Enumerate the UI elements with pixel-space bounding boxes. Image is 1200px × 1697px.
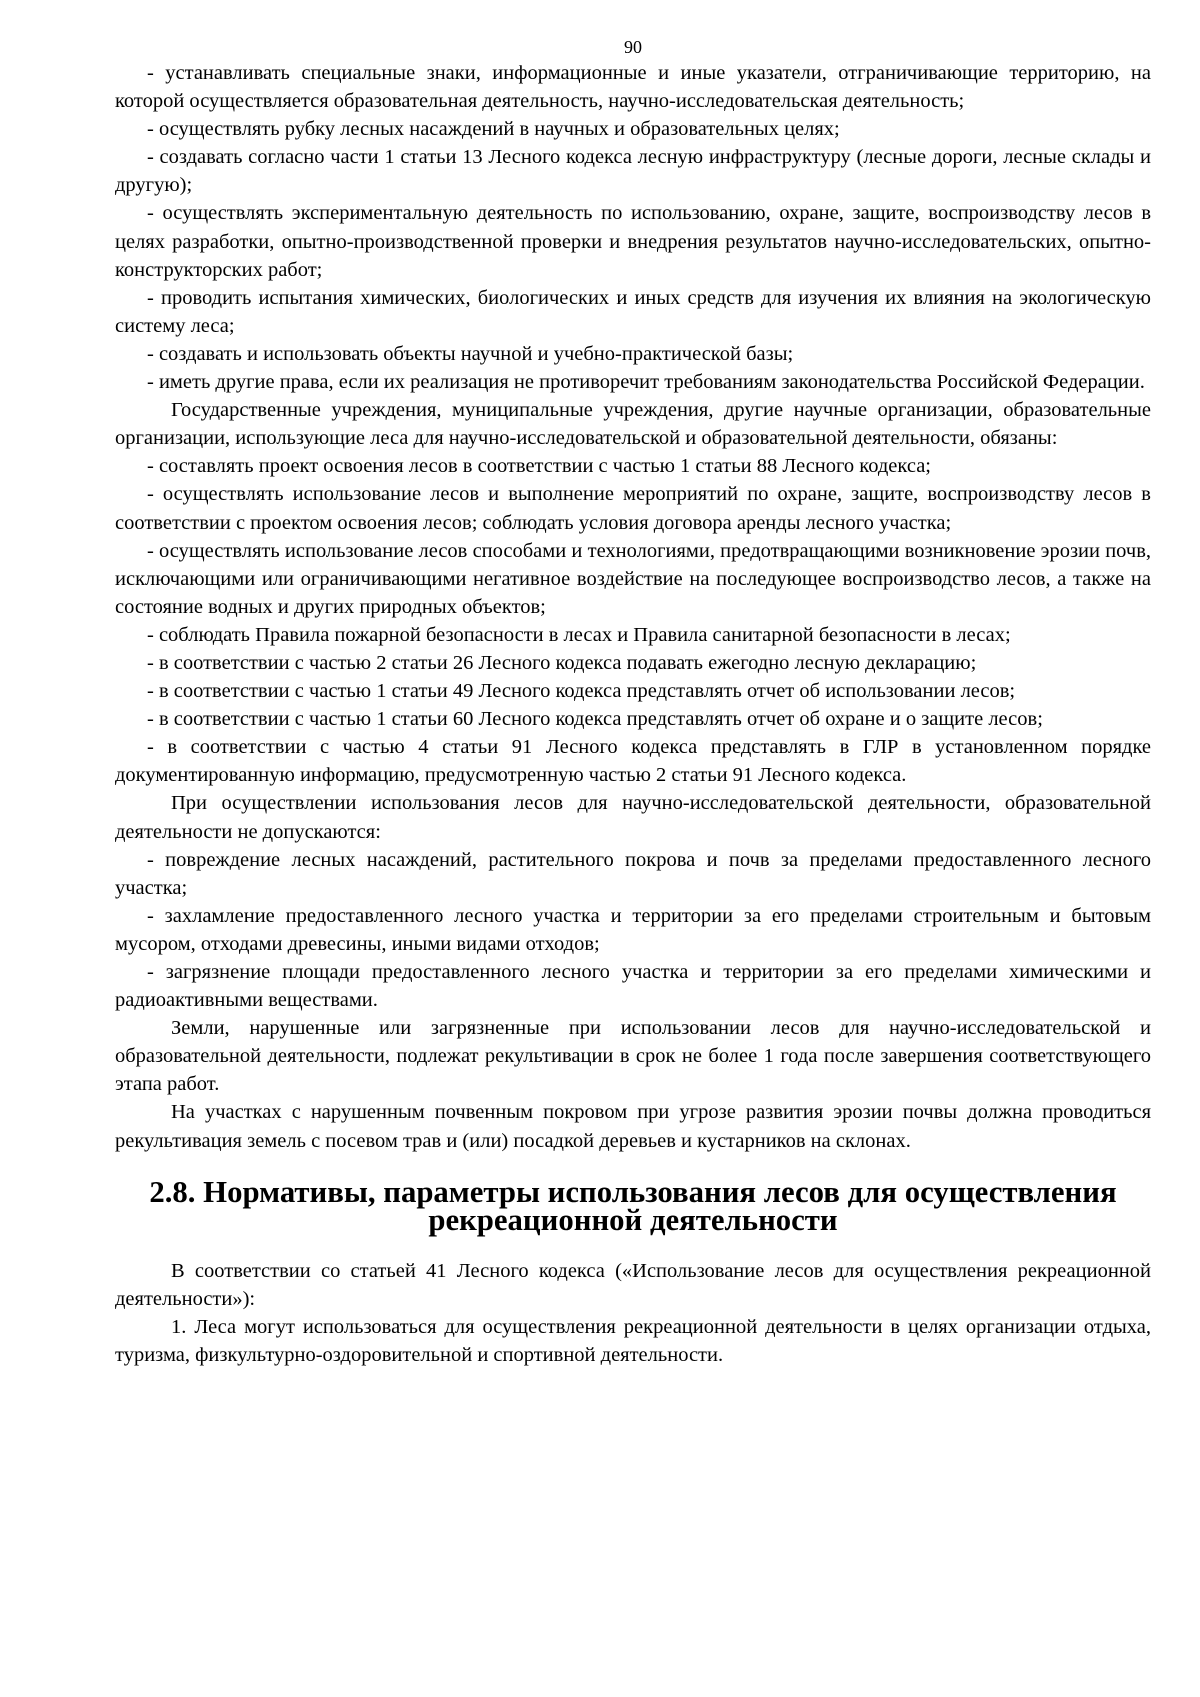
paragraph: Государственные учреждения, муниципальные учреждения, другие научные организации, образовательные организации, использующие леса для научно-исследовательской и образовательной деятельности, обязаны: <box>115 399 1151 450</box>
document-page <box>115 36 1151 1369</box>
list-item: - в соответствии с частью 1 статьи 60 Лесного кодекса представлять отчет об охране и о защите лесов; <box>147 708 1043 731</box>
list-item: - осуществлять использование лесов и выполнение мероприятий по охране, защите, воспроизводству лесов в соответствии с проектом освоения лесов; соблюдать условия договора аренды лесного участка; <box>115 483 1151 534</box>
list-item: - устанавливать специальные знаки, информационные и иные указатели, отграничивающие территорию, на которой осуществляется образовательная деятельность, научно-исследовательская деятельность; <box>115 62 1151 113</box>
list-item: - в соответствии с частью 4 статьи 91 Лесного кодекса представлять в ГЛР в установленном порядке документированную информацию, предусмотренную частью 2 статьи 91 Лесного кодекса. <box>115 736 1151 787</box>
paragraph: В соответствии со статьей 41 Лесного кодекса («Использование лесов для осуществления рекреационной деятельности»): <box>115 1259 1151 1310</box>
paragraph: При осуществлении использования лесов для научно-исследовательской деятельности, образовательной деятельности не допускаются: <box>115 792 1151 843</box>
list-item: - создавать согласно части 1 статьи 13 Лесного кодекса лесную инфраструктуру (лесные дороги, лесные склады и другую); <box>115 146 1151 197</box>
list-item: - осуществлять рубку лесных насаждений в научных и образовательных целях; <box>147 118 840 141</box>
list-item: - проводить испытания химических, биологических и иных средств для изучения их влияния на экологическую систему леса; <box>115 286 1151 337</box>
list-item: - соблюдать Правила пожарной безопасности в лесах и Правила санитарной безопасности в лесах; <box>147 623 1011 646</box>
list-item: - иметь другие права, если их реализация не противоречит требованиям законодательства Российской Федерации. <box>147 371 1145 394</box>
list-item: - осуществлять использование лесов способами и технологиями, предотвращающими возникновение эрозии почв, исключающими или ограничивающими негативное воздействие на последующее воспроизводство лесов, а также на состояние водных и других природных объектов; <box>115 539 1151 618</box>
list-item: - составлять проект освоения лесов в соответствии с частью 1 статьи 88 Лесного кодекса; <box>147 455 931 478</box>
list-item: - загрязнение площади предоставленного лесного участка и территории за его пределами химическими и радиоактивными веществами. <box>115 961 1151 1012</box>
list-item: - создавать и использовать объекты научной и учебно-практической базы; <box>147 342 794 365</box>
list-item: - повреждение лесных насаждений, растительного покрова и почв за пределами предоставленного лесного участка; <box>115 848 1151 899</box>
section-heading: 2.8. Нормативы, параметры использования лесов для осуществления рекреационной деятельности <box>149 1174 1117 1238</box>
list-item: - в соответствии с частью 1 статьи 49 Лесного кодекса представлять отчет об использовании лесов; <box>147 680 1016 703</box>
paragraph: Земли, нарушенные или загрязненные при использовании лесов для научно-исследовательской и образовательной деятельности, подлежат рекультивации в срок не более 1 года после завершения соответствующего этапа работ. <box>115 1017 1151 1096</box>
list-item: - захламление предоставленного лесного участка и территории за его пределами строительным и бытовым мусором, отходами древесины, иными видами отходов; <box>115 904 1151 955</box>
list-item: - осуществлять экспериментальную деятельность по использованию, охране, защите, воспроизводству лесов в целях разработки, опытно-производственной проверки и внедрения результатов научно-исследовательских, опытно-конструкторских работ; <box>115 202 1151 281</box>
list-item: - в соответствии с частью 2 статьи 26 Лесного кодекса подавать ежегодно лесную декларацию; <box>147 651 977 674</box>
body-text-bottom <box>115 1257 1151 1369</box>
paragraph: 1. Леса могут использоваться для осуществления рекреационной деятельности в целях организации отдыха, туризма, физкультурно-оздоровительной и спортивной деятельности. <box>115 1315 1151 1366</box>
paragraph: На участках с нарушенным почвенным покровом при угрозе развития эрозии почвы должна проводиться рекультивация земель с посевом трав и (или) посадкой деревьев и кустарников на склонах. <box>115 1101 1151 1152</box>
page-number: 90 <box>624 37 642 57</box>
body-text-top <box>115 59 1151 1155</box>
